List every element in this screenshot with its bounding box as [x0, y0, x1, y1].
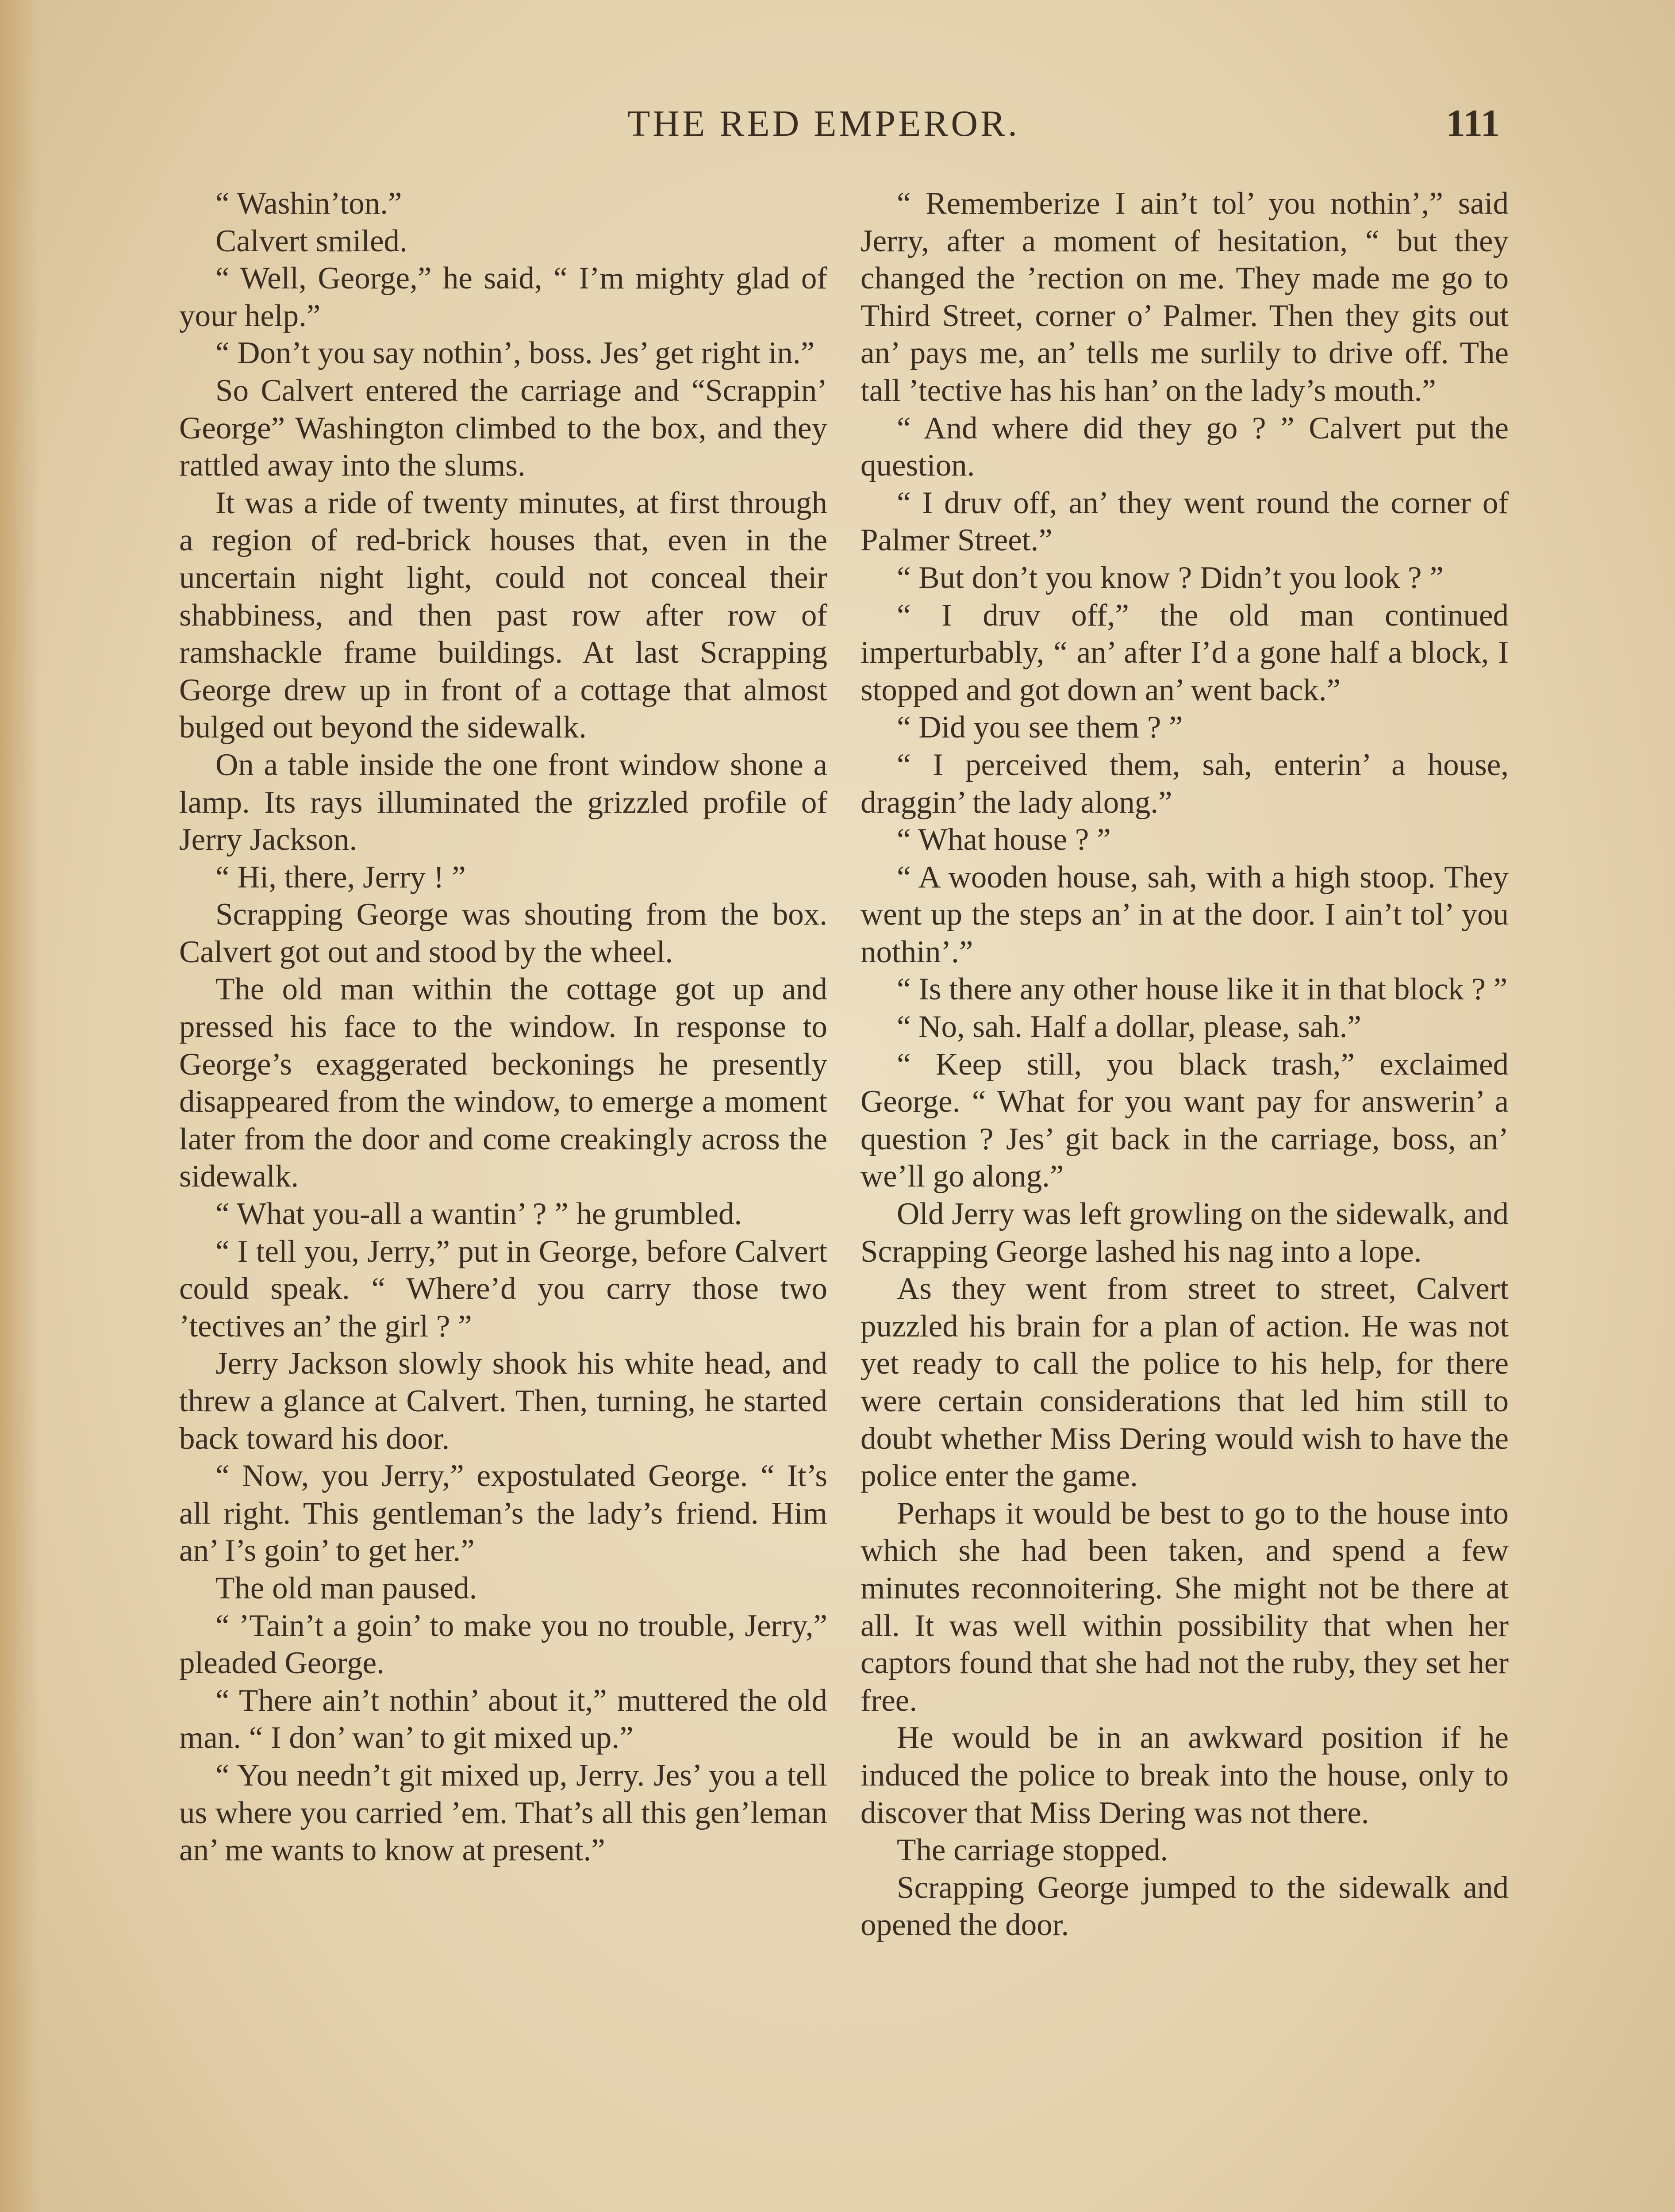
- paragraph: “ I tell you, Jerry,” put in George, before Calvert could speak. “ Where’d you carry those two ’tectives an’ the girl ? ”: [179, 1234, 827, 1344]
- paragraph: It was a ride of twenty minutes, at first through a region of red-brick houses that, even in the uncertain night light, could not conceal their shabbiness, and then past row after row of ramshackle frame buildings. At last Scrapping George drew up in front of a cottage that almost bulged out beyond the sidewalk.: [179, 485, 827, 745]
- paragraph: “ Well, George,” he said, “ I’m mighty glad of your help.”: [179, 261, 827, 333]
- paragraph: “ I druv off,” the old man continued imperturbably, “ an’ after I’d a gone half a block, I stopped and got down an’ went back.”: [861, 598, 1509, 707]
- paragraph: As they went from street to street, Calvert puzzled his brain for a plan of action. He was not yet ready to call the police to his help, for there were certain considerations that led him still to doubt whether Miss Dering would wish to have the police enter the game.: [861, 1271, 1509, 1494]
- paragraph: “ You needn’t git mixed up, Jerry. Jes’ you a tell us where you carried ’em. That’s all this gen’leman an’ me wants to know at present.”: [179, 1758, 827, 1868]
- paragraph: “ Keep still, you black trash,” exclaimed George. “ What for you want pay for answerin’ a question ? Jes’ git back in the carriage, boss, an’ we’ll go along.”: [861, 1047, 1509, 1194]
- paragraph: “ There ain’t nothin’ about it,” muttered the old man. “ I don’ wan’ to git mixed up.”: [179, 1683, 827, 1755]
- running-title: THE RED EMPEROR.: [627, 103, 1020, 144]
- paragraph: On a table inside the one front window shone a lamp. Its rays illuminated the grizzled profile of Jerry Jackson.: [179, 747, 827, 857]
- paragraph: “ Is there any other house like it in that block ? ”: [897, 972, 1508, 1007]
- paragraph: Calvert smiled.: [215, 223, 407, 258]
- paragraph: “ A wooden house, sah, with a high stoop. They went up the steps an’ in at the door. I ain’t tol’ you nothin’.”: [861, 860, 1509, 969]
- paragraph: “ Rememberize I ain’t tol’ you nothin’,” said Jerry, after a moment of hesitation, “ but they changed the ’rection on me. They made me go to Third Street, corner o’ Palmer. Then they gits out an’ pays me, an’ tells me surlily to drive off. The tall ’tective has his han’ on the lady’s mouth.”: [861, 186, 1509, 408]
- paragraph: “ Did you see them ? ”: [897, 710, 1183, 745]
- paragraph: “ What house ? ”: [897, 822, 1111, 857]
- page-edge-shadow: [0, 0, 40, 2212]
- paragraph: Old Jerry was left growling on the sidewalk, and Scrapping George lashed his nag into a lope.: [861, 1197, 1509, 1269]
- paragraph: “ But don’t you know ? Didn’t you look ? ”: [897, 560, 1444, 595]
- page-number: 111: [1446, 102, 1500, 145]
- paragraph: The carriage stopped.: [897, 1833, 1168, 1868]
- left-column: [179, 185, 827, 1869]
- paragraph: “ Hi, there, Jerry ! ”: [215, 860, 466, 895]
- paragraph: “ No, sah. Half a dollar, please, sah.”: [897, 1010, 1361, 1045]
- paragraph: The old man within the cottage got up and pressed his face to the window. In response to George’s exaggerated beckonings he presently disappeared from the window, to emerge a moment later from the door and come creakingly across the sidewalk.: [179, 972, 827, 1194]
- paragraph: So Calvert entered the carriage and “Scrappin’ George” Washington climbed to the box, and they rattled away into the slums.: [179, 373, 827, 483]
- paragraph: He would be in an awkward position if he induced the police to break into the house, only to discover that Miss Dering was not there.: [861, 1720, 1509, 1830]
- paragraph: Jerry Jackson slowly shook his white head, and threw a glance at Calvert. Then, turning, he started back toward his door.: [179, 1346, 827, 1456]
- paragraph: “ And where did they go ? ” Calvert put the question.: [861, 411, 1509, 483]
- paragraph: Perhaps it would be best to go to the house into which she had been taken, and spend a few minutes reconnoitering. She might not be there at all. It was well within possibility that when her captors found that she had not the ruby, they set her free.: [861, 1496, 1509, 1718]
- paragraph: “ What you-all a wantin’ ? ” he grumbled.: [215, 1197, 742, 1232]
- paragraph: “ ’Tain’t a goin’ to make you no trouble, Jerry,” pleaded George.: [179, 1608, 827, 1681]
- paragraph: Scrapping George jumped to the sidewalk and opened the door.: [861, 1870, 1509, 1943]
- paragraph: The old man paused.: [215, 1571, 477, 1605]
- paragraph: Scrapping George was shouting from the box. Calvert got out and stood by the wheel.: [179, 897, 827, 969]
- paragraph: “ Don’t you say nothin’, boss. Jes’ get right in.”: [215, 336, 815, 371]
- right-column: [861, 185, 1509, 1944]
- paragraph: “ I perceived them, sah, enterin’ a house, draggin’ the lady along.”: [861, 747, 1509, 820]
- paragraph: “ Now, you Jerry,” expostulated George. “ It’s all right. This gentleman’s the lady’s friend. Him an’ I’s goin’ to get her.”: [179, 1459, 827, 1568]
- running-header: [0, 97, 1675, 150]
- paragraph: “ I druv off, an’ they went round the corner of Palmer Street.”: [861, 485, 1509, 558]
- paragraph: “ Washin’ton.”: [215, 186, 402, 221]
